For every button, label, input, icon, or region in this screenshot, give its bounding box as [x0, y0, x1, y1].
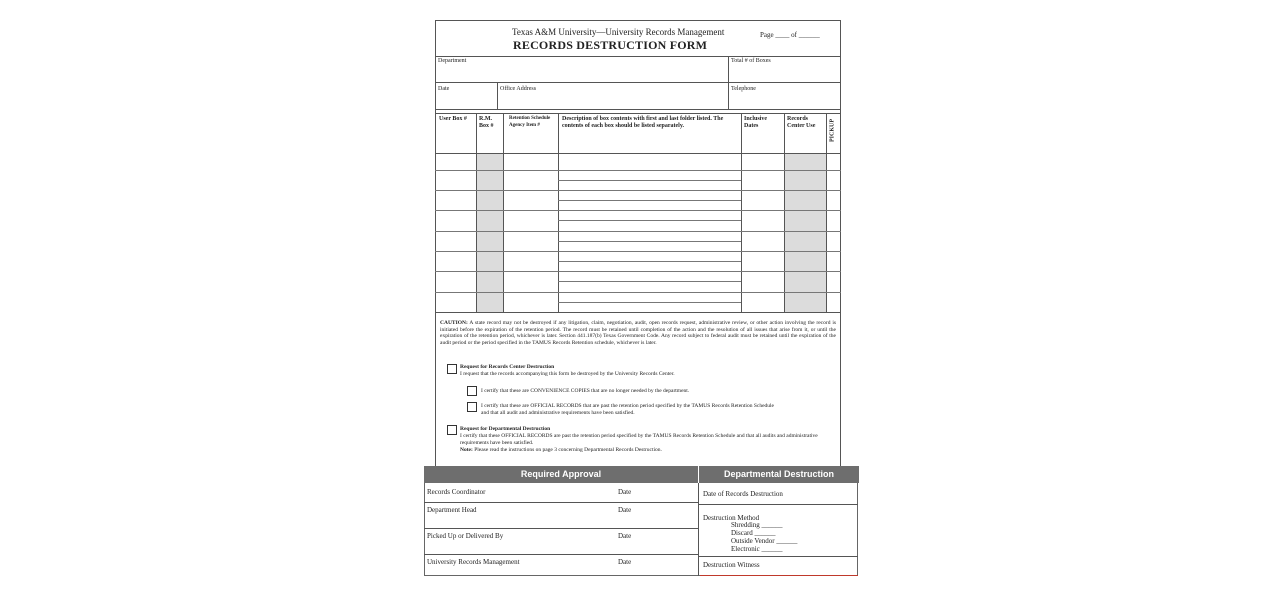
caution-label: CAUTION: [440, 320, 468, 326]
method-shredding[interactable]: Shredding ______ [731, 521, 783, 529]
required-approval-header: Required Approval [424, 466, 698, 483]
official-records-text: I certify that these are OFFICIAL RECORDS that are past the retention period specified by the TAMUS Records Retention Schedule and that all audit and administrative requirements have been satisfied. [481, 403, 774, 416]
departmental-request [460, 426, 830, 454]
col-inclusive-dates: Inclusive Dates [744, 116, 768, 129]
note-text: Please read the instructions on page 3 concerning Departmental Records Destruction. [474, 447, 662, 453]
page-number-field[interactable]: Page ____ of ______ [760, 31, 820, 39]
records-management-date[interactable]: Date [618, 558, 632, 566]
col-rm-box: R.M. Box # [479, 116, 494, 129]
department-field[interactable]: Department [438, 58, 467, 64]
col-user-box: User Box # [439, 116, 467, 122]
method-outside-vendor[interactable]: Outside Vendor ______ [731, 537, 798, 545]
col-records-center-use: Records Center Use [787, 116, 816, 129]
convenience-copies-checkbox[interactable] [467, 386, 477, 396]
form-title: RECORDS DESTRUCTION FORM [513, 38, 708, 52]
departmental-title: Request for Departmental Destruction [460, 426, 551, 432]
picked-up-date[interactable]: Date [618, 532, 632, 540]
accent-underline [700, 575, 858, 576]
convenience-copies-text: I certify that these are CONVENIENCE COPIES that are no longer needed by the department. [481, 388, 690, 394]
col-pickup: PICKUP [829, 119, 836, 142]
caution-body: A state record may not be destroyed if any litigation, claim, negotiation, audit, open records request, administrative review, or other action involving the record is initiated before the expiration of the retention period. The record must be retained until completion of the action and the resolution of all issues that arise from it, or until the expiration of the retention period, whichever is later. Section 441.187(b) Texas Government Code. Any record subject to federal audit must be retained until the expiration of the audit period or the period specified in the TAMUS Records Retention schedule, whichever is later. [440, 320, 836, 346]
note-label: Note: [460, 447, 473, 453]
departmental-destruction-header: Departmental Destruction [698, 466, 859, 483]
office-address-field[interactable]: Office Address [500, 86, 537, 92]
telephone-field[interactable]: Telephone [731, 86, 756, 92]
col-retention-schedule: Retention Schedule Agency Item # [509, 116, 551, 128]
total-boxes-field[interactable]: Total # of Boxes [731, 58, 771, 64]
records-management-label: University Records Management [427, 558, 520, 566]
departmental-destruction-checkbox[interactable] [447, 425, 457, 435]
department-head-label: Department Head [427, 506, 477, 514]
departmental-text: I certify that these OFFICIAL RECORDS are past the retention period specified by the TAMUS Records Retention Schedule and that all audits and administrative requirements have been satisfied. [460, 433, 818, 446]
date-field[interactable]: Date [438, 86, 450, 92]
institution-name: Texas A&M University—University Records Management [512, 27, 725, 37]
destruction-method-label: Destruction Method [703, 514, 760, 522]
records-coordinator-date[interactable]: Date [618, 488, 632, 496]
records-center-request [460, 364, 820, 378]
picked-up-label: Picked Up or Delivered By [427, 532, 504, 540]
records-center-text: I request that the records accompanying this form be destroyed by the University Records Center. [460, 371, 675, 377]
department-head-date[interactable]: Date [618, 506, 632, 514]
official-records-checkbox[interactable] [467, 402, 477, 412]
method-electronic[interactable]: Electronic ______ [731, 545, 783, 553]
destruction-witness-label[interactable]: Destruction Witness [703, 561, 760, 569]
col-description: Description of box contents with first and last folder listed. The contents of each box should be listed separately. [562, 116, 724, 129]
records-center-title: Request for Records Center Destruction [460, 364, 555, 370]
records-center-checkbox[interactable] [447, 364, 457, 374]
records-coordinator-label: Records Coordinator [427, 488, 486, 496]
caution-text [440, 320, 836, 346]
date-of-destruction-label[interactable]: Date of Records Destruction [703, 490, 783, 498]
method-discard[interactable]: Discard ______ [731, 529, 776, 537]
